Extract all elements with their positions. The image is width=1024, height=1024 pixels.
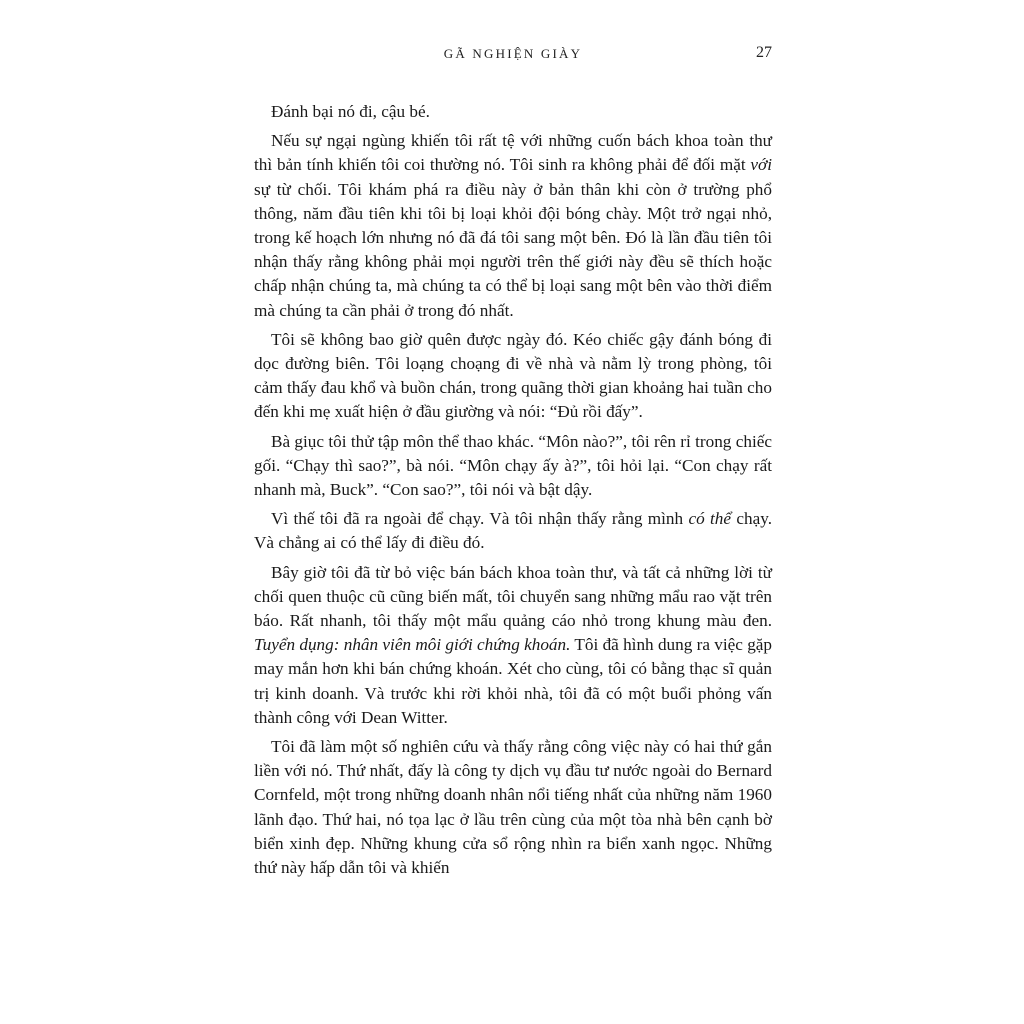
paragraph-2-text-a: Nếu sự ngại ngùng khiến tôi rất tệ với những cuốn bách khoa toàn thư thì bản tính khiến tôi coi thường nó. Tôi sinh ra không phải để đối mặt (254, 131, 772, 175)
paragraph-6 (254, 561, 772, 730)
paragraph-1 (254, 100, 772, 124)
paragraph-2-emphasis: với (750, 155, 772, 175)
page-number: 27 (756, 44, 772, 61)
body-text (254, 100, 772, 885)
paragraph-1-text: Đánh bại nó đi, cậu bé. (271, 102, 430, 121)
paragraph-6-emphasis: Tuyển dụng: nhân viên môi giới chứng khoán. (254, 635, 571, 655)
running-head (254, 46, 772, 66)
paragraph-2 (254, 129, 772, 323)
paragraph-6-text-a: Bây giờ tôi đã từ bỏ việc bán bách khoa toàn thư, và tất cả những lời từ chối quen thuộc cũ cũng biến mất, tôi chuyển sang những mẩu rao vặt trên báo. Rất nhanh, tôi thấy một mẩu quảng cáo nhỏ trong khung màu đen. (254, 562, 772, 631)
paragraph-4 (254, 430, 772, 503)
paragraph-5 (254, 507, 772, 555)
paragraph-7 (254, 735, 772, 880)
running-title: GÃ NGHIỆN GIÀY (443, 46, 583, 61)
paragraph-2-text-b: sự từ chối. Tôi khám phá ra điều này ở bản thân khi còn ở trường phổ thông, năm đầu tiên khi tôi bị loại khỏi đội bóng chày. Một trở ngại nhỏ, trong kế hoạch lớn nhưng nó đã đá tôi sang một bên. Đó là lần đầu tiên tôi nhận thấy rằng không phải mọi người trên thế giới này đều sẽ thích hoặc chấp nhận chúng ta, mà chúng ta có thể bị loại sang một bên vào thời điểm mà chúng ta cần phải ở trong đó nhất. (254, 179, 772, 320)
paragraph-3 (254, 328, 772, 425)
paragraph-7-text: Tôi đã làm một số nghiên cứu và thấy rằng công việc này có hai thứ gắn liền với nó. Thứ nhất, đấy là công ty dịch vụ đầu tư nước ngoài do Bernard Cornfeld, một trong những doanh nhân nổi tiếng nhất của những năm 1960 lãnh đạo. Thứ hai, nó tọa lạc ở lầu trên cùng của một tòa nhà bên cạnh bờ biển xinh đẹp. Những khung cửa sổ rộng nhìn ra biển xanh ngọc. Những thứ này hấp dẫn tôi và khiến (254, 737, 772, 878)
paragraph-5-text-a: Vì thế tôi đã ra ngoài để chạy. Và tôi nhận thấy rằng mình (271, 509, 689, 529)
paragraph-5-text-b: chạy. Và chẳng ai có thể lấy đi điều đó. (254, 509, 772, 553)
paragraph-3-text: Tôi sẽ không bao giờ quên được ngày đó. Kéo chiếc gậy đánh bóng đi dọc đường biên. Tôi loạng choạng đi về nhà và nằm lỳ trong phòng, tôi cảm thấy đau khổ và buồn chán, trong quãng thời gian khoảng hai tuần cho đến khi mẹ xuất hiện ở đầu giường và nói: “Đủ rồi đấy”. (254, 329, 772, 422)
paragraph-4-text: Bà giục tôi thử tập môn thể thao khác. “Môn nào?”, tôi rên rỉ trong chiếc gối. “Chạy thì sao?”, bà nói. “Môn chạy ấy à?”, tôi hỏi lại. “Con chạy rất nhanh mà, Buck”. “Con sao?”, tôi nói và bật dậy. (254, 431, 772, 500)
paragraph-6-text-b: Tôi đã hình dung ra việc gặp may mắn hơn khi bán chứng khoán. Xét cho cùng, tôi có bằng thạc sĩ quản trị kinh doanh. Và trước khi rời khỏi nhà, tôi đã có một buổi phỏng vấn thành công với Dean Witter. (254, 635, 773, 727)
paragraph-5-emphasis: có thể (688, 509, 732, 529)
